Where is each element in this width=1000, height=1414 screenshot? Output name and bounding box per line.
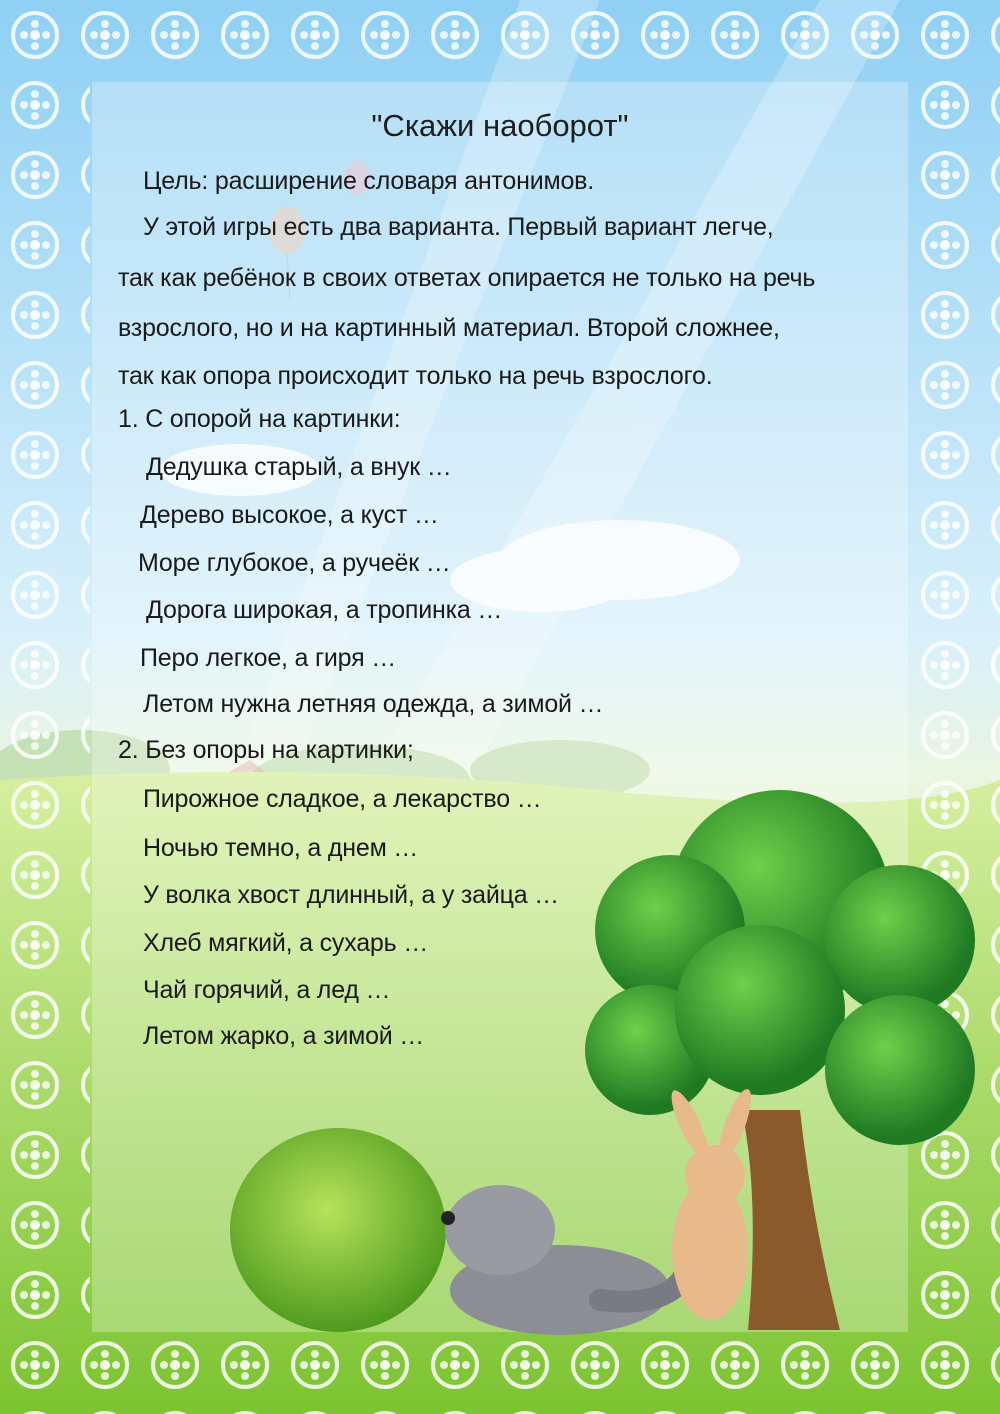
list-item: Летом жарко, а зимой …	[143, 1022, 425, 1050]
list-item: Дорога широкая, а тропинка …	[146, 596, 503, 624]
intro-line: взрослого, но и на картинный материал. Второй сложнее,	[118, 314, 780, 342]
list-item: Дедушка старый, а внук …	[146, 453, 452, 481]
intro-line: так как ребёнок в своих ответах опирается не только на речь	[118, 264, 816, 292]
section-heading: 2. Без опоры на картинки;	[118, 736, 414, 764]
page-title: "Скажи наоборот"	[371, 108, 629, 143]
intro-line: так как опора происходит только на речь взрослого.	[118, 362, 713, 390]
list-item: Чай горячий, а лед …	[143, 976, 391, 1004]
list-item: Перо легкое, а гиря …	[140, 644, 396, 672]
section-heading: 1. С опорой на картинки:	[118, 405, 401, 433]
intro-line: У этой игры есть два варианта. Первый вариант легче,	[143, 213, 774, 241]
list-item: Хлеб мягкий, а сухарь …	[143, 929, 428, 957]
list-item: Ночью темно, а днем …	[143, 834, 419, 862]
list-item: У волка хвост длинный, а у зайца …	[143, 881, 559, 909]
list-item: Пирожное сладкое, а лекарство …	[143, 785, 542, 813]
goal-line: Цель: расширение словаря антонимов.	[143, 167, 594, 195]
list-item: Дерево высокое, а куст …	[140, 501, 439, 529]
list-item: Летом нужна летняя одежда, а зимой …	[143, 690, 604, 718]
list-item: Море глубокое, а ручеёк …	[138, 549, 451, 577]
